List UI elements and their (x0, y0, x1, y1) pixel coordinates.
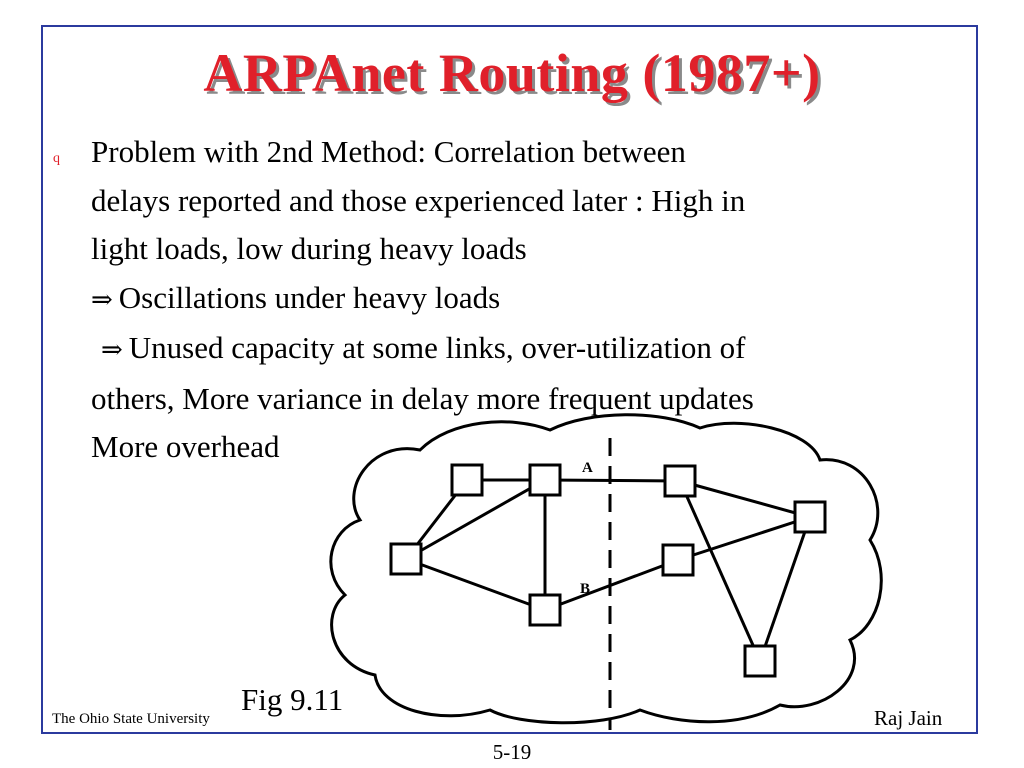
network-node (663, 545, 693, 575)
implication-line-2 (91, 324, 961, 375)
network-node (391, 544, 421, 574)
network-node (530, 595, 560, 625)
link (680, 481, 810, 517)
body-line-5: Unused capacity at some links, over-utilization of (128, 330, 746, 365)
link (760, 517, 810, 661)
network-node (452, 465, 482, 495)
body-line-6: others, More variance in delay more frequent updates (91, 380, 754, 416)
implies-arrow-icon: ⇒ (91, 284, 113, 314)
body-line-2: delays reported and those experienced later : High in (91, 182, 746, 218)
link-label-a: A (582, 460, 593, 476)
footer-institution: The Ohio State University (52, 711, 210, 727)
network-node (665, 466, 695, 496)
network-diagram (320, 410, 892, 732)
body-line-7: More overhead (91, 429, 280, 464)
body-line-4: Oscillations under heavy loads (118, 279, 501, 315)
body-line-3: light loads, low during heavy loads (91, 231, 527, 266)
link-label-b: B (580, 581, 591, 597)
bullet-marker: q (53, 151, 60, 166)
page-number: 5-19 (492, 740, 532, 764)
implies-arrow-icon: ⇒ (101, 335, 123, 364)
figure-caption: Fig 9.11 (241, 682, 344, 717)
link (406, 559, 545, 610)
slide-title: ARPAnet Routing (1987+) (203, 43, 821, 103)
network-node (530, 465, 560, 495)
network-node (795, 502, 825, 532)
implication-line-1 (91, 274, 961, 325)
body-line-1: Problem with 2nd Method: Correlation between (91, 134, 686, 169)
link (545, 480, 680, 481)
network-node (745, 646, 775, 676)
footer-author: Raj Jain (874, 706, 943, 730)
